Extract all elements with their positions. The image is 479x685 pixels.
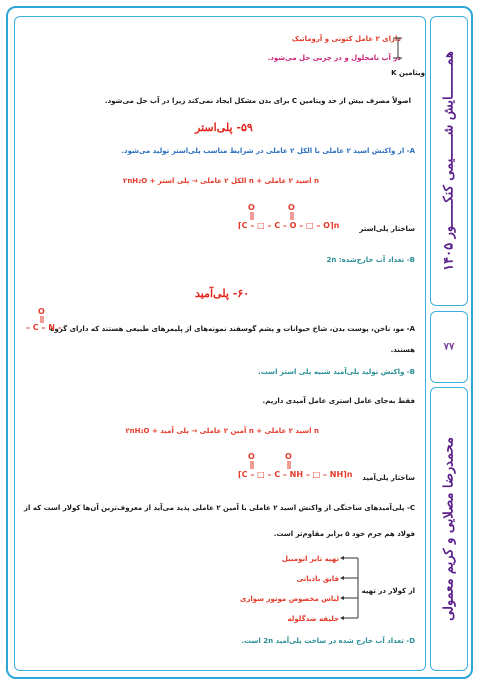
polyester-formula: ⌈C – □ – C – O – □ – O⌉n	[238, 221, 340, 230]
polyamide-o-2: O	[285, 452, 292, 461]
kevlar-use-3: لباس مخصوص موتور سواری	[239, 595, 339, 603]
page-number: ۷۷	[443, 341, 455, 353]
polyester-o-1: O	[248, 203, 255, 212]
polyamide-c-line1: C- پلی‌آمیدهای ساختگی از واکنش اسید ۲ عاملی با آمین ۲ عاملی پدید می‌آید از معروف‌ترین آن‌ها کولار است که از	[23, 504, 415, 512]
polyester-title: ۵۹- پلی‌استر	[195, 121, 253, 134]
polyamide-formula: ⌈C – □ – C – NH – □ – NH⌉n	[238, 470, 353, 479]
vitamin-c-note: اصولاً مصرف بیش از حد ویتامین C برای بدن مشکل ایجاد نمی‌کند زیرا در آب حل می‌شود.	[104, 97, 411, 105]
vitamin-k-label: ویتامین K	[391, 69, 425, 77]
polyamide-group: – C – N –	[26, 323, 62, 332]
polyamide-o-1: O	[248, 452, 255, 461]
polyester-o-2: O	[288, 203, 295, 212]
polyamide-group-o: O	[38, 307, 45, 316]
polyamide-d: D- تعداد آب خارج شده در ساخت پلی‌آمید 2n است.	[241, 637, 415, 645]
polyamide-equation: n اسید ۲ عاملی + n آمین ۲ عاملی → پلی آمید + ۲nH₂O	[125, 427, 319, 435]
kevlar-label: از کولار در تهیه	[361, 587, 415, 595]
polyester-equation: n اسید ۲ عاملی + n الکل ۲ عاملی → پلی استر + ۲nH₂O	[123, 177, 319, 185]
polyamide-structure-label: ساختار پلی‌آمید	[362, 474, 415, 482]
polyamide-a-line2: هستند.	[390, 346, 415, 354]
polyamide-note: فقط به‌جای عامل استری عامل آمیدی داریم.	[262, 397, 415, 405]
vitamin-k-item1: دارای ۲ عامل کتونی و آروماتیک	[291, 35, 401, 43]
polyester-a: A- از واکنش اسید ۲ عاملی با الکل ۲ عاملی در شرایط مناسب پلی‌استر تولید می‌شود.	[121, 147, 415, 155]
polyester-b: B- تعداد آب خارج‌شده: 2n	[326, 256, 415, 264]
kevlar-use-2: قایق بادبانی	[296, 575, 339, 583]
vitamin-k-item2: در آب نامحلول و در چربی حل می‌شود.	[267, 54, 401, 62]
polyamide-a-line1: A- مو، ناخن، پوست بدن، شاخ حیوانات و پشم گوسفند نمونه‌های از پلیمرهای طبیعی هستند که دارای گروه	[50, 325, 415, 333]
sidebar-title: همــــــــایش شــــــیمی کنکــــــور ۱۴۰۵	[441, 51, 457, 271]
polyamide-c-line2: فولاد هم جرم خود ۵ برابر مقاوم‌تر است.	[273, 530, 415, 538]
polyamide-title: ۶۰- پلی‌آمید	[195, 287, 250, 300]
polyamide-b: B- واکنش تولید پلی‌آمید شبیه پلی استر است.	[258, 368, 415, 376]
sidebar-authors: محمدرضا مصلایی و کریم معمولی	[441, 437, 457, 621]
kevlar-use-4: جلیقه ضدگلوله	[287, 615, 339, 623]
kevlar-use-1: تهیه تایر اتومبیل	[281, 555, 339, 563]
polyester-structure-label: ساختار پلی‌استر	[359, 225, 415, 233]
